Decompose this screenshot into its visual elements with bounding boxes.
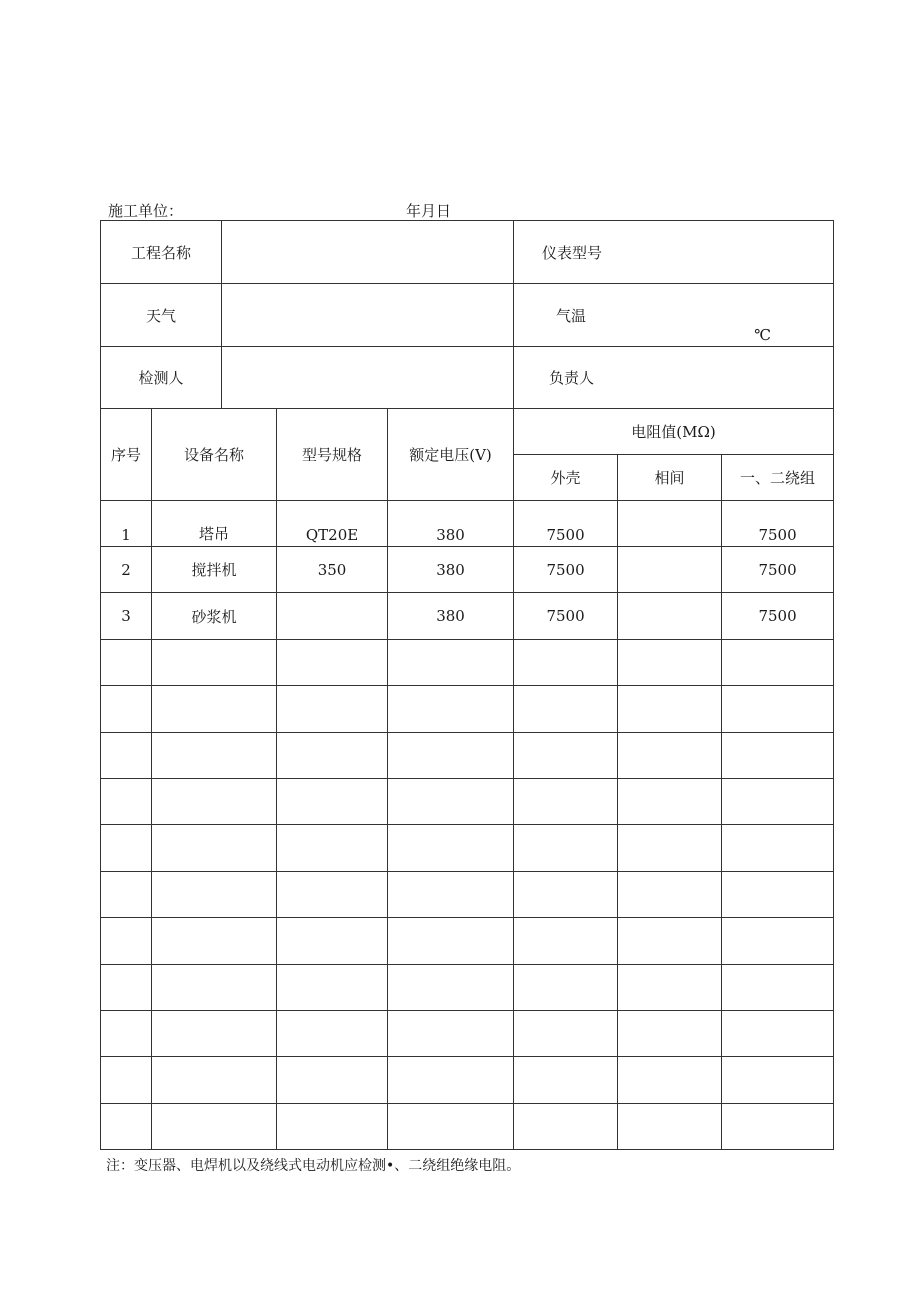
cell-device-name[interactable]: [152, 825, 277, 871]
cell-winding[interactable]: [722, 825, 834, 871]
cell-rated-voltage[interactable]: [388, 918, 514, 964]
col-resistance-header: 电阻值(MΩ): [514, 409, 834, 455]
cell-device-name[interactable]: [152, 778, 277, 824]
cell-model-spec[interactable]: [277, 964, 388, 1010]
col-rated-voltage-header: 额定电压(V): [388, 409, 514, 501]
cell-rated-voltage[interactable]: [388, 778, 514, 824]
cell-shell[interactable]: 7500: [514, 547, 618, 593]
project-row: [101, 221, 834, 284]
table-row: [101, 547, 834, 593]
celsius-unit: ℃: [754, 326, 772, 344]
table-row: [101, 871, 834, 917]
cell-model-spec[interactable]: [277, 778, 388, 824]
cell-device-name[interactable]: 搅拌机: [152, 547, 277, 593]
cell-phase[interactable]: [618, 686, 722, 732]
cell-phase[interactable]: [618, 825, 722, 871]
cell-model-spec[interactable]: QT20E: [277, 501, 388, 547]
weather-row: [101, 284, 834, 347]
cell-phase[interactable]: [618, 871, 722, 917]
table-row: [101, 1010, 834, 1056]
cell-model-spec[interactable]: [277, 1010, 388, 1056]
date-label: 年月日: [406, 202, 452, 220]
col-device-name-header: 设备名称: [152, 409, 277, 501]
cell-seq[interactable]: [101, 918, 152, 964]
cell-seq[interactable]: [101, 964, 152, 1010]
cell-seq[interactable]: [101, 639, 152, 685]
cell-shell[interactable]: 7500: [514, 501, 618, 547]
responsible-label: 负责人: [514, 347, 834, 409]
instrument-model-label: 仪表型号: [514, 221, 834, 284]
cell-device-name[interactable]: [152, 1103, 277, 1149]
cell-winding[interactable]: [722, 1103, 834, 1149]
cell-device-name[interactable]: [152, 871, 277, 917]
cell-seq[interactable]: [101, 686, 152, 732]
cell-rated-voltage[interactable]: [388, 1010, 514, 1056]
table-row: [101, 918, 834, 964]
cell-phase[interactable]: [618, 1103, 722, 1149]
cell-winding[interactable]: [722, 1010, 834, 1056]
cell-shell[interactable]: [514, 871, 618, 917]
cell-winding[interactable]: 7500: [722, 593, 834, 639]
col-phase-header: 相间: [618, 455, 722, 501]
cell-model-spec[interactable]: [277, 732, 388, 778]
weather-label: 天气: [101, 284, 222, 347]
table-row: [101, 964, 834, 1010]
cell-model-spec[interactable]: [277, 871, 388, 917]
cell-device-name[interactable]: [152, 639, 277, 685]
cell-seq[interactable]: [101, 871, 152, 917]
cell-winding[interactable]: [722, 686, 834, 732]
cell-phase[interactable]: [618, 964, 722, 1010]
column-header-row: [101, 409, 834, 455]
cell-rated-voltage[interactable]: [388, 964, 514, 1010]
cell-rated-voltage[interactable]: [388, 686, 514, 732]
cell-seq[interactable]: 1: [101, 501, 152, 547]
cell-winding[interactable]: [722, 732, 834, 778]
cell-device-name[interactable]: [152, 964, 277, 1010]
cell-winding[interactable]: [722, 778, 834, 824]
cell-model-spec[interactable]: [277, 1103, 388, 1149]
table-row: [101, 1103, 834, 1149]
cell-phase[interactable]: [618, 732, 722, 778]
cell-seq[interactable]: [101, 1010, 152, 1056]
col-winding-header: 一、二绕组: [722, 455, 834, 501]
cell-winding[interactable]: 7500: [722, 501, 834, 547]
cell-winding[interactable]: [722, 918, 834, 964]
cell-winding[interactable]: 7500: [722, 547, 834, 593]
project-name-field[interactable]: [222, 221, 514, 284]
cell-seq[interactable]: 3: [101, 593, 152, 639]
cell-device-name[interactable]: 砂浆机: [152, 593, 277, 639]
cell-phase[interactable]: [618, 593, 722, 639]
construction-unit-label: 施工单位：: [108, 202, 184, 220]
cell-model-spec[interactable]: [277, 825, 388, 871]
temperature-cell[interactable]: [514, 284, 834, 347]
data-rows: [101, 501, 834, 1150]
cell-shell[interactable]: [514, 639, 618, 685]
table-row: [101, 639, 834, 685]
weather-field[interactable]: [222, 284, 514, 347]
cell-rated-voltage[interactable]: [388, 732, 514, 778]
cell-shell[interactable]: [514, 918, 618, 964]
cell-rated-voltage[interactable]: 380: [388, 547, 514, 593]
cell-phase[interactable]: [618, 547, 722, 593]
cell-rated-voltage[interactable]: [388, 871, 514, 917]
cell-phase[interactable]: [618, 918, 722, 964]
cell-device-name[interactable]: [152, 686, 277, 732]
footnote: 注：变压器、电焊机以及绕线式电动机应检测•、二绕组绝缘电阻。: [106, 1158, 521, 1174]
cell-shell[interactable]: [514, 964, 618, 1010]
table-row: [101, 732, 834, 778]
cell-shell[interactable]: [514, 778, 618, 824]
project-name-label: 工程名称: [101, 221, 222, 284]
cell-seq[interactable]: [101, 732, 152, 778]
table-row: [101, 501, 834, 547]
cell-phase[interactable]: [618, 1057, 722, 1103]
cell-rated-voltage[interactable]: [388, 1057, 514, 1103]
cell-model-spec[interactable]: [277, 918, 388, 964]
cell-phase[interactable]: [618, 1010, 722, 1056]
cell-shell[interactable]: [514, 686, 618, 732]
cell-shell[interactable]: 7500: [514, 593, 618, 639]
table-row: [101, 825, 834, 871]
cell-phase[interactable]: [618, 639, 722, 685]
table-row: [101, 1057, 834, 1103]
col-shell-header: 外壳: [514, 455, 618, 501]
cell-seq[interactable]: [101, 825, 152, 871]
cell-seq[interactable]: [101, 1103, 152, 1149]
cell-device-name[interactable]: [152, 1010, 277, 1056]
cell-winding[interactable]: [722, 1057, 834, 1103]
cell-device-name[interactable]: [152, 918, 277, 964]
inspector-label: 检测人: [101, 347, 222, 409]
table-row: [101, 686, 834, 732]
cell-device-name[interactable]: [152, 1057, 277, 1103]
cell-rated-voltage[interactable]: [388, 825, 514, 871]
cell-rated-voltage[interactable]: 380: [388, 501, 514, 547]
table-row: [101, 778, 834, 824]
cell-model-spec[interactable]: [277, 639, 388, 685]
cell-device-name[interactable]: 塔吊: [152, 501, 277, 547]
cell-phase[interactable]: [618, 501, 722, 547]
form-header: [108, 200, 452, 221]
col-seq-header: 序号: [101, 409, 152, 501]
cell-shell[interactable]: [514, 825, 618, 871]
insulation-test-table: [100, 220, 834, 1150]
temperature-label: 气温: [556, 306, 587, 325]
cell-shell[interactable]: [514, 1103, 618, 1149]
cell-seq[interactable]: [101, 778, 152, 824]
cell-winding[interactable]: [722, 871, 834, 917]
cell-winding[interactable]: [722, 964, 834, 1010]
cell-model-spec[interactable]: [277, 1057, 388, 1103]
cell-model-spec[interactable]: [277, 686, 388, 732]
inspector-field[interactable]: [222, 347, 514, 409]
cell-seq[interactable]: [101, 1057, 152, 1103]
cell-winding[interactable]: [722, 639, 834, 685]
cell-device-name[interactable]: [152, 732, 277, 778]
col-model-spec-header: 型号规格: [277, 409, 388, 501]
inspector-row: [101, 347, 834, 409]
cell-model-spec[interactable]: 350: [277, 547, 388, 593]
cell-seq[interactable]: 2: [101, 547, 152, 593]
cell-model-spec[interactable]: [277, 593, 388, 639]
cell-shell[interactable]: [514, 732, 618, 778]
cell-rated-voltage[interactable]: 380: [388, 593, 514, 639]
cell-shell[interactable]: [514, 1010, 618, 1056]
cell-phase[interactable]: [618, 778, 722, 824]
cell-shell[interactable]: [514, 1057, 618, 1103]
table-row: [101, 593, 834, 639]
cell-rated-voltage[interactable]: [388, 639, 514, 685]
cell-rated-voltage[interactable]: [388, 1103, 514, 1149]
